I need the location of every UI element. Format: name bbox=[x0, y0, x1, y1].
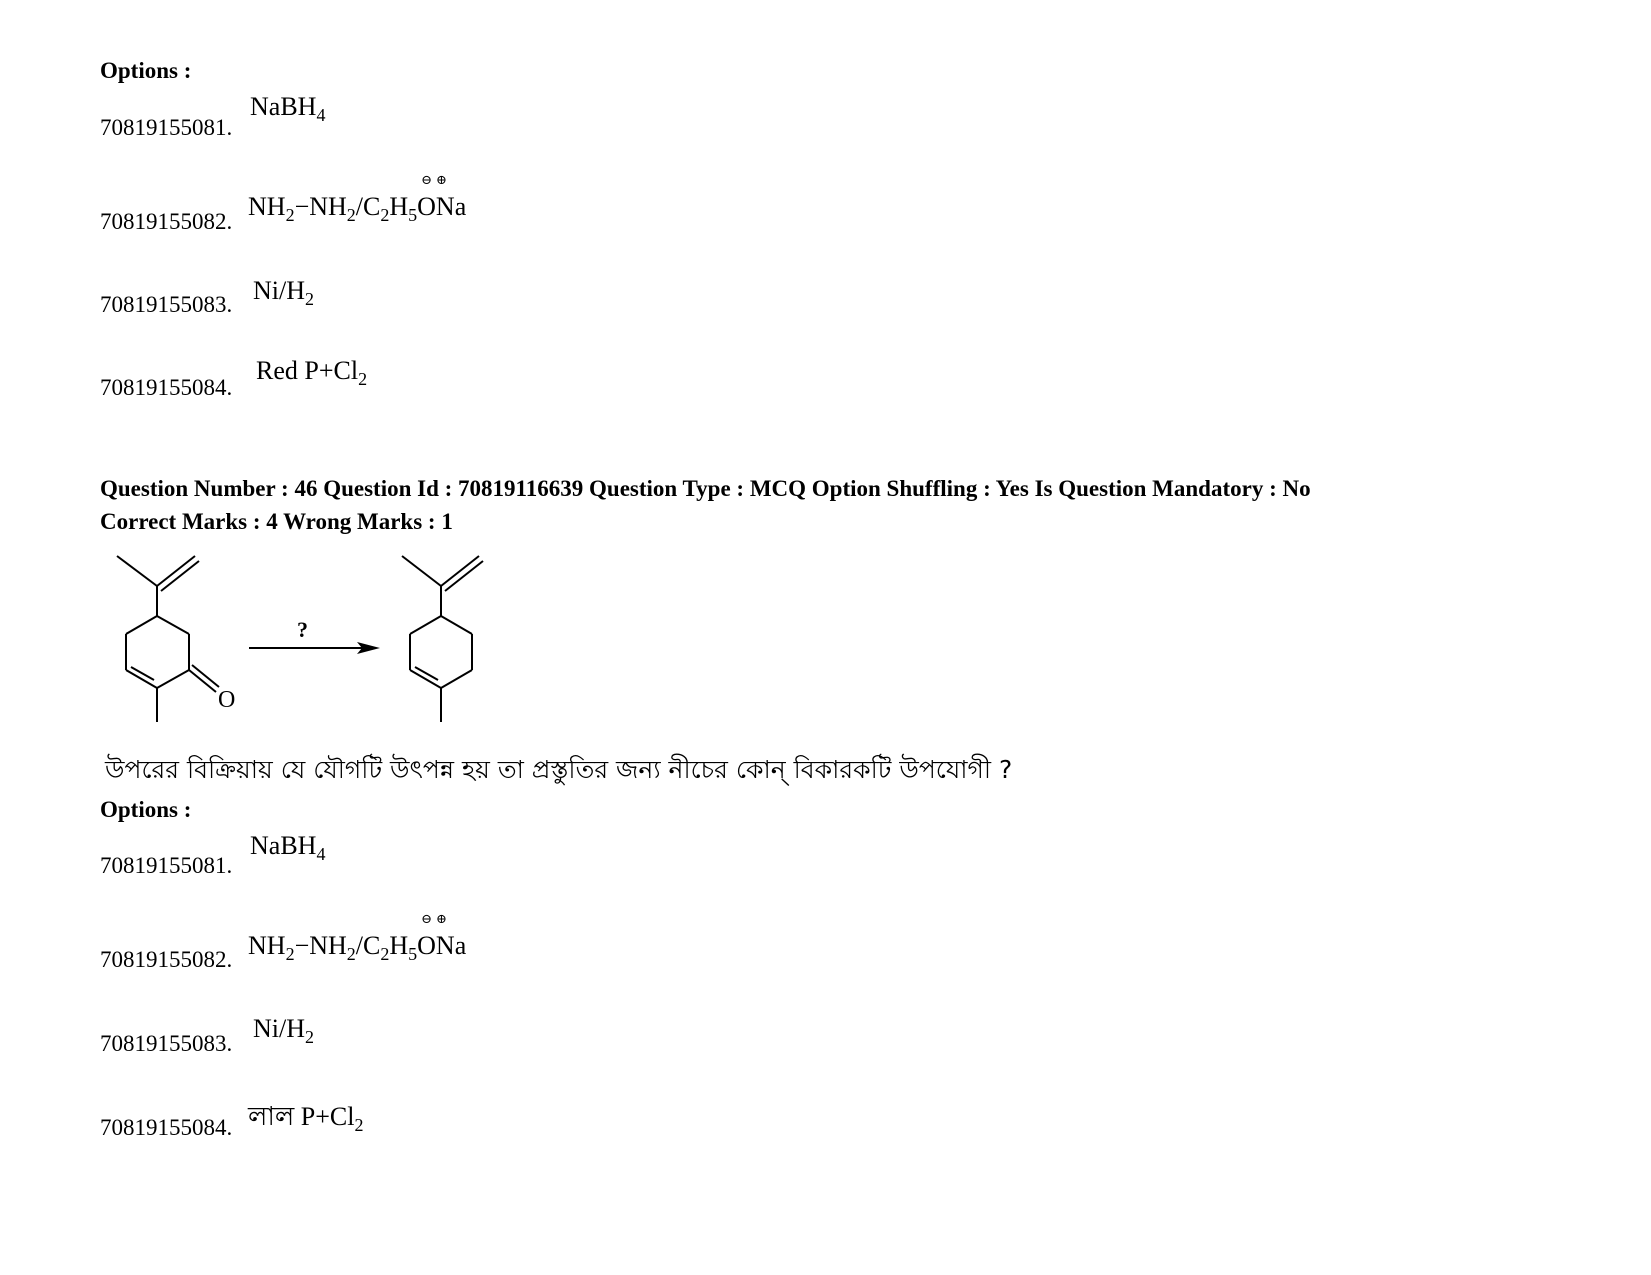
option-formula: লাল $P+Cl_2$ bbox=[248, 1102, 364, 1135]
option-formula: $NH_2-NH_2/C_2H_5$ ⊖⊕ ONa bbox=[248, 172, 467, 225]
option-formula: NaBH$_4$ bbox=[250, 92, 326, 125]
option-formula: NaBH$_4$ bbox=[250, 831, 326, 864]
option-id: 70819155083. bbox=[100, 1031, 233, 1056]
option-formula: $NH_2-NH_2/C_2H_5$ ⊖⊕ ONa bbox=[248, 911, 467, 964]
option-formula: $Ni/H_2$ bbox=[253, 276, 314, 309]
question-header: Question Number : 46 Question Id : 70819116639 Question Type : MCQ Option Shuffling : Yes Is Question Mandatory : No bbox=[100, 476, 1311, 501]
option-id: 70819155081. bbox=[100, 853, 233, 878]
option-id: 70819155084. bbox=[100, 1115, 233, 1140]
carbonyl-oxygen-label: O bbox=[218, 687, 236, 713]
reactant-structure bbox=[117, 556, 219, 722]
reaction-scheme bbox=[0, 0, 600, 740]
option-formula: $Ni/H_2$ bbox=[253, 1014, 314, 1047]
option-formula: Red $P+Cl_2$ bbox=[256, 356, 368, 389]
option-id: 70819155084. bbox=[100, 375, 233, 400]
option-id: 70819155081. bbox=[100, 115, 233, 140]
product-structure bbox=[402, 556, 483, 722]
charge-signs: ⊖⊕ bbox=[421, 172, 451, 187]
marks-line: Correct Marks : 4 Wrong Marks : 1 bbox=[100, 509, 453, 534]
reagent-question-mark: ? bbox=[297, 617, 308, 642]
option-id: 70819155082. bbox=[100, 947, 233, 972]
question-text: উপরের বিক্রিয়ায় যে যৌগটি উৎপন্ন হয় তা প্রস্তুতির জন্য নীচের কোন্ বিকারকটি উপযোগী ? bbox=[105, 755, 1013, 784]
options-label: Options : bbox=[100, 797, 192, 822]
charge-signs: ⊖⊕ bbox=[421, 911, 451, 926]
option-id: 70819155082. bbox=[100, 209, 233, 234]
option-id: 70819155083. bbox=[100, 292, 233, 317]
options-label: Options : bbox=[100, 58, 192, 83]
